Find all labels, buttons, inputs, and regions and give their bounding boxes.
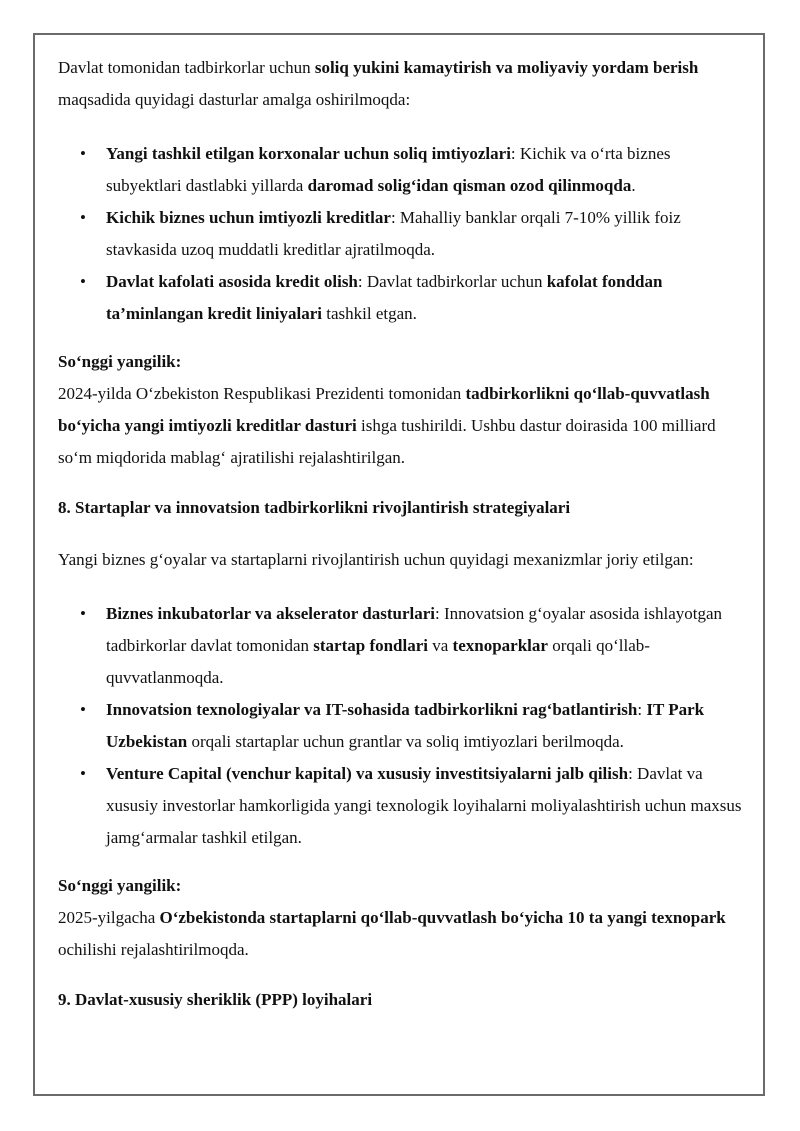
item-text: orqali qo‘llab-quvvatlanmoqda. bbox=[106, 636, 650, 687]
item-text: . bbox=[631, 176, 636, 195]
list-item bbox=[58, 138, 748, 202]
news-text: 2025-yilgacha bbox=[58, 908, 160, 927]
item-bold: IT Park Uzbekistan bbox=[106, 700, 705, 751]
item-bold: kafolat fonddan ta’minlangan kredit liniyalari bbox=[106, 272, 663, 323]
document-body bbox=[58, 52, 748, 1036]
item-text: orqali startaplar uchun grantlar va soliq imtiyozlari berilmoqda. bbox=[187, 732, 624, 751]
news-block bbox=[58, 870, 748, 966]
item-title: Venture Capital (venchur kapital) va xususiy investitsiyalarni jalb qilish bbox=[106, 764, 629, 783]
intro-paragraph bbox=[58, 52, 748, 116]
section-heading: 8. Startaplar va innovatsion tadbirkorlikni rivojlantirish strategiyalari bbox=[58, 498, 571, 517]
news-label: So‘nggi yangilik: bbox=[58, 352, 182, 371]
section-heading: 9. Davlat-xususiy sheriklik (PPP) loyihalari bbox=[58, 990, 373, 1009]
news-text: ishga tushirildi. Ushbu dastur doirasida 100 milliard so‘m miqdorida mablag‘ ajratilishi rejalashtirilgan. bbox=[58, 416, 716, 467]
item-text: : Kichik va o‘rta biznes subyektlari dastlabki yillarda bbox=[106, 144, 671, 195]
item-text: : Mahalliy banklar orqali 7-10% yillik foiz stavkasida uzoq muddatli kreditlar ajratilmoqda. bbox=[106, 208, 681, 259]
item-bold: daromad solig‘idan qisman ozod qilinmoqda bbox=[307, 176, 632, 195]
item-text: : Davlat va xususiy investorlar hamkorligida yangi texnologik loyihalarni moliyalashtirish uchun maxsus jamg‘armalar tashkil etilgan. bbox=[106, 764, 742, 847]
news-paragraph bbox=[58, 902, 748, 966]
intro-text: Davlat tomonidan tadbirkorlar uchun bbox=[58, 58, 315, 77]
item-bold: texnoparklar bbox=[452, 636, 548, 655]
list-item bbox=[58, 598, 748, 694]
startup-mechanisms-list bbox=[58, 598, 748, 854]
section-intro: Yangi biznes g‘oyalar va startaplarni rivojlantirish uchun quyidagi mexanizmlar joriy etilgan: bbox=[58, 550, 694, 569]
news-label: So‘nggi yangilik: bbox=[58, 876, 182, 895]
news-text: ochilishi rejalashtirilmoqda. bbox=[58, 940, 249, 959]
list-item bbox=[58, 266, 748, 330]
news-text: 2024-yilda O‘zbekiston Respublikasi Prezidenti tomonidan bbox=[58, 384, 466, 403]
item-bold: startap fondlari bbox=[313, 636, 428, 655]
item-text: : Davlat tadbirkorlar uchun bbox=[357, 272, 547, 291]
item-title: Yangi tashkil etilgan korxonalar uchun soliq imtiyozlari bbox=[106, 144, 511, 163]
item-text: : bbox=[637, 700, 647, 719]
item-text: va bbox=[428, 636, 453, 655]
item-text: : Innovatsion g‘oyalar asosida ishlayotgan tadbirkorlar davlat tomonidan bbox=[106, 604, 723, 655]
item-title: Davlat kafolati asosida kredit olish bbox=[106, 272, 358, 291]
support-programs-list bbox=[58, 138, 748, 330]
list-item bbox=[58, 202, 748, 266]
news-paragraph bbox=[58, 378, 748, 474]
list-item bbox=[58, 758, 748, 854]
news-block bbox=[58, 346, 748, 474]
list-item bbox=[58, 694, 748, 758]
item-title: Kichik biznes uchun imtiyozli kreditlar bbox=[106, 208, 391, 227]
intro-bold: soliq yukini kamaytirish va moliyaviy yordam berish bbox=[314, 58, 699, 77]
news-bold: O‘zbekistonda startaplarni qo‘llab-quvvatlash bo‘yicha 10 ta yangi texnopark bbox=[159, 908, 726, 927]
item-title: Innovatsion texnologiyalar va IT-sohasida tadbirkorlikni rag‘batlantirish bbox=[106, 700, 638, 719]
news-bold: tadbirkorlikni qo‘llab-quvvatlash bo‘yicha yangi imtiyozli kreditlar dasturi bbox=[58, 384, 710, 435]
intro-text: maqsadida quyidagi dasturlar amalga oshirilmoqda: bbox=[58, 90, 411, 109]
item-text: tashkil etgan. bbox=[322, 304, 417, 323]
item-title: Biznes inkubatorlar va akselerator dasturlari bbox=[106, 604, 435, 623]
